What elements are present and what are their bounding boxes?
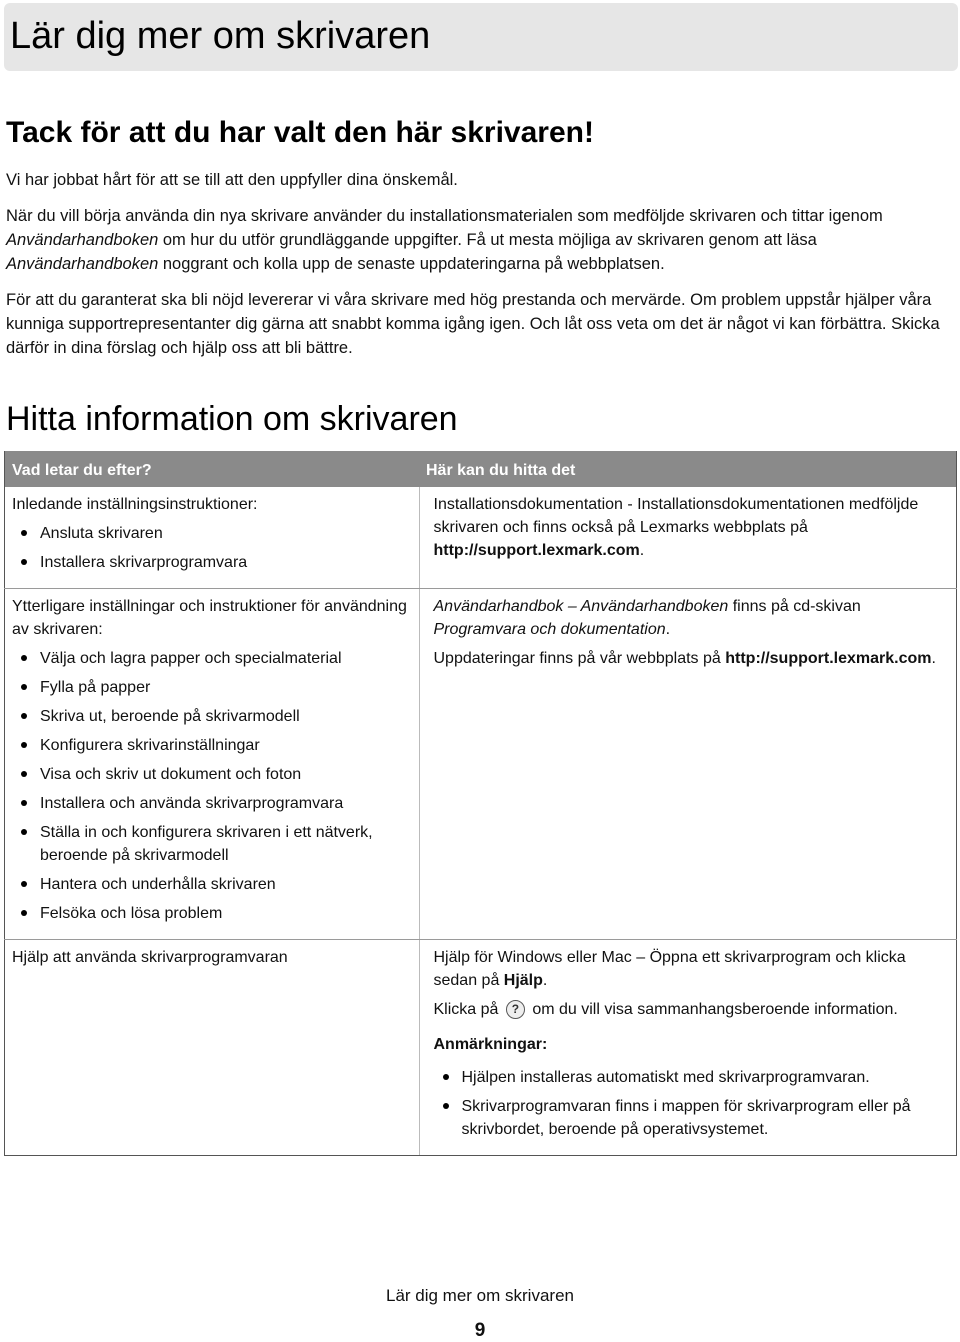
notes-label: Anmärkningar: [433,1036,548,1053]
help-text: Hjälp för Windows eller Mac – Öppna ett skrivarprogram och klicka sedan på [433,949,906,989]
cd-text: finns på cd-skivan [728,598,861,615]
context-help-text: om du vill visa sammanhangsberoende information. [527,1001,898,1018]
thanks-heading: Tack för att du har valt den här skrivaren! [6,116,594,149]
list-item: Felsöka och lösa problem [12,902,412,925]
row-intro: Inledande inställningsinstruktioner: [12,496,258,513]
list-item: Installera skrivarprogramvara [12,551,412,574]
bullet-list [12,647,412,925]
table-row [5,940,957,1156]
find-info-heading: Hitta information om skrivaren [6,400,458,438]
user-guide-location [434,595,950,641]
page-number: 9 [474,1320,486,1341]
list-item: Hjälpen installeras automatiskt med skrivarprogramvaran. [434,1066,950,1089]
punct: . [665,621,671,638]
click-text: Klicka på [433,1001,503,1018]
list-item: Installera och använda skrivarprogramvara [12,792,412,815]
chapter-title: Lär dig mer om skrivaren [10,15,431,57]
list-item: Fylla på papper [12,676,412,699]
punct: . [542,972,548,989]
user-guide-title: Användarhandbok – Användarhandboken [433,598,729,615]
chapter-header [4,3,958,71]
p2-text-c: noggrant och kolla upp de senaste uppdateringarna på webbplatsen. [158,255,665,273]
row-intro: Hjälp att använda skrivarprogramvaran [12,949,288,966]
user-guide-ref: Användarhandboken [6,231,159,249]
punct: . [931,650,936,667]
updates-text: Uppdateringar finns på vår webbplats på [433,650,726,667]
list-item: Välja och lagra papper och specialmaterial [12,647,412,670]
help-menu-label: Hjälp [503,972,543,989]
list-item: Ställa in och konfigurera skrivaren i ett nätverk, beroende på skrivarmodell [12,821,412,867]
cd-title: Programvara och dokumentation [433,621,666,638]
column-header-where: Här kan du hitta det [419,451,957,487]
list-item: Ansluta skrivaren [12,522,412,545]
context-help-instructions [434,998,950,1021]
user-guide-ref: Användarhandboken [6,255,159,273]
list-item: Visa och skriv ut dokument och foton [12,763,412,786]
help-question-icon: ? [506,1000,525,1019]
setup-docs-text: Installationsdokumentation - Installationsdokumentationen medföljde skrivaren och finns också på Lexmarks webbplats på [433,496,919,536]
table-cell [419,589,957,940]
row-intro: Ytterligare inställningar och instruktioner för användning av skrivaren: [12,598,407,638]
punct: . [639,542,645,559]
list-item: Konfigurera skrivarinställningar [12,734,412,757]
table-cell [5,940,420,1156]
p2-text-a: När du vill börja använda din nya skrivare använder du installationsmaterialen som medföljde skrivaren och tittar igenom [6,207,883,225]
notes-list [434,1066,950,1141]
table-header-row [5,451,957,487]
footer-title: Lär dig mer om skrivaren [385,1286,574,1305]
thanks-paragraph-3: För att du garanterat ska bli nöjd levererar vi våra skrivare med hög prestanda och mervärde. Om problem uppstår hjälper våra kunniga supportrepresentanter dig gärna att snabbt komma igång igen. Och låt oss veta om det är något vi kan förbättra. Skicka därför in dina förslag och hjälp oss att bli bättre. [6,291,940,357]
updates-location [434,647,950,670]
table-row [5,487,957,589]
bullet-list [12,522,412,574]
p2-text-b: om hur du utför grundläggande uppgifter. Få ut mesta möjliga av skrivaren genom att läsa [158,231,817,249]
column-header-looking-for: Vad letar du efter? [5,451,420,487]
table-cell [419,940,957,1156]
table-row [5,589,957,940]
list-item: Skrivarprogramvaran finns i mappen för skrivarprogram eller på skrivbordet, beroende på operativsystemet. [434,1095,950,1141]
support-link[interactable]: http://support.lexmark.com [433,542,640,559]
help-instructions [434,946,950,992]
list-item: Hantera och underhålla skrivaren [12,873,412,896]
support-link[interactable]: http://support.lexmark.com [725,650,932,667]
table-cell [419,487,957,589]
list-item: Skriva ut, beroende på skrivarmodell [12,705,412,728]
thanks-paragraph-2 [6,204,956,276]
table-cell [5,487,420,589]
table-cell [5,589,420,940]
info-table [4,451,957,1156]
thanks-paragraph-1: Vi har jobbat hårt för att se till att den uppfyller dina önskemål. [6,171,458,189]
